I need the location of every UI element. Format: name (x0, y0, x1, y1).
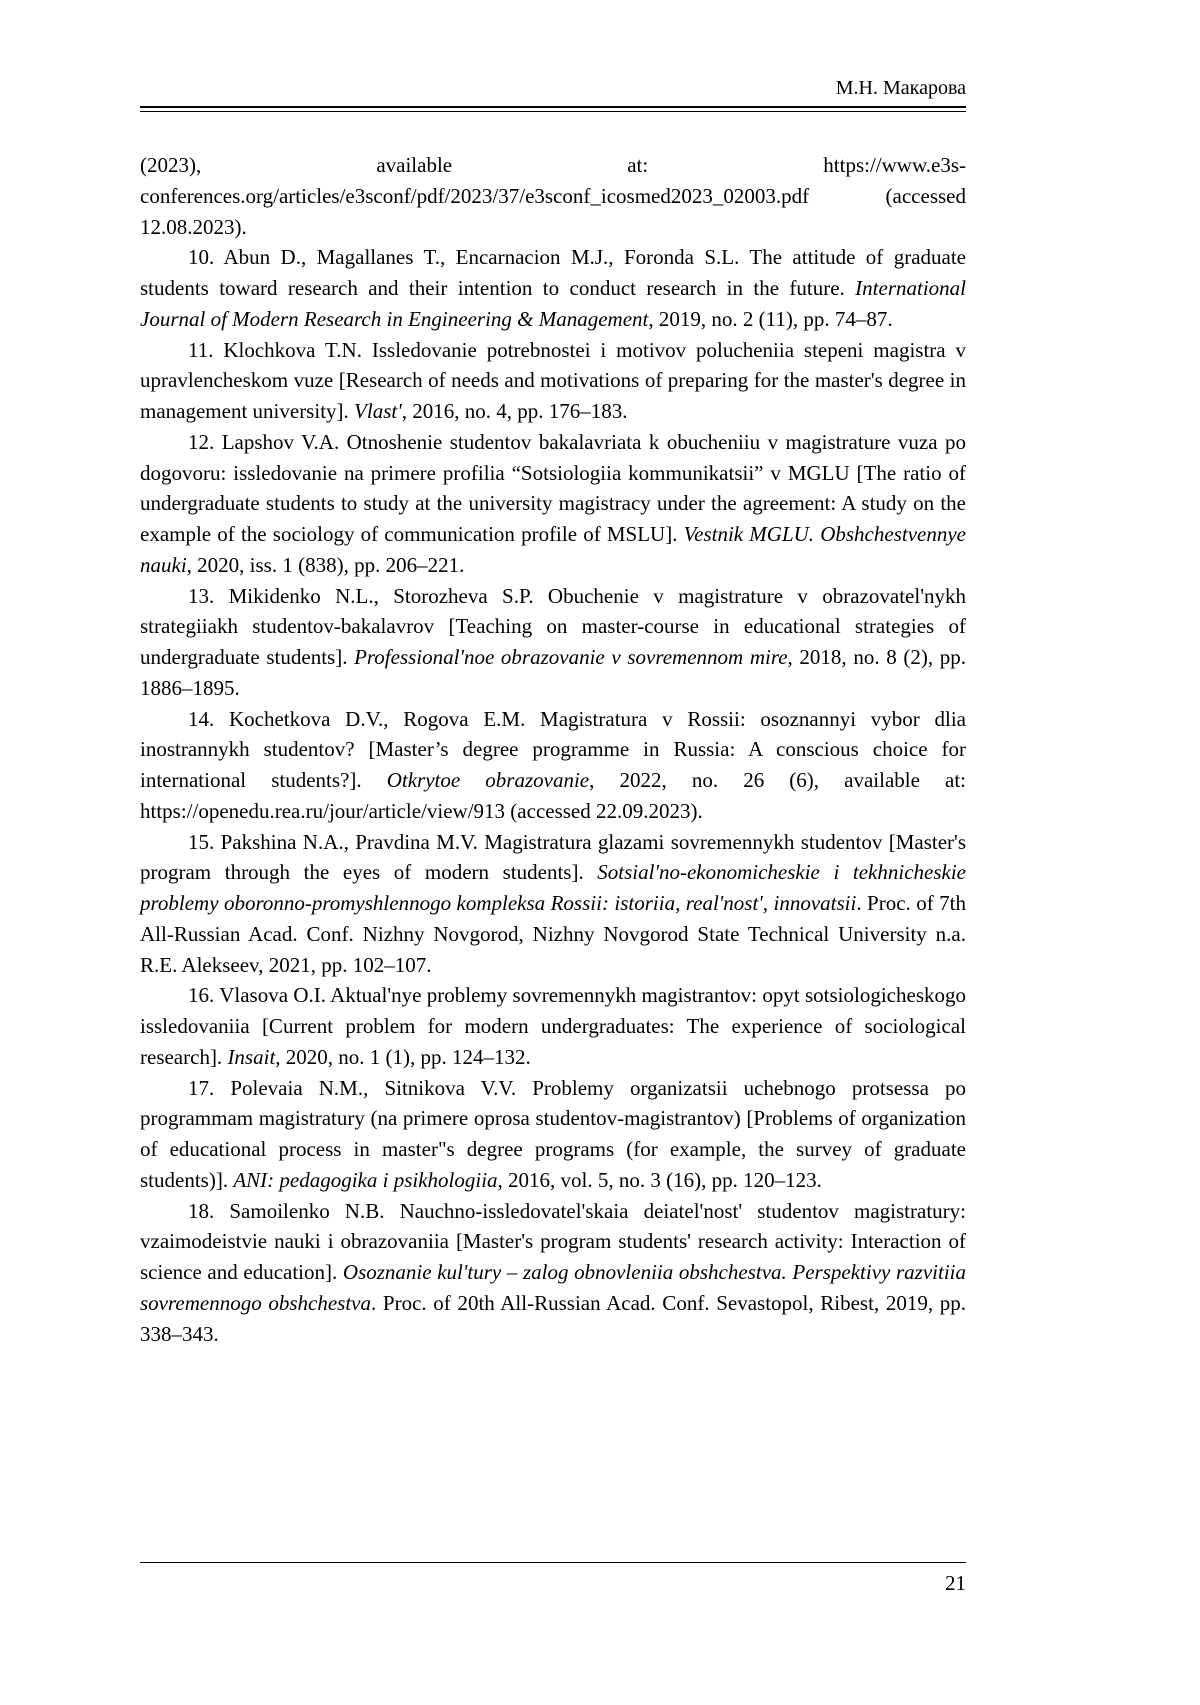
reference-item (140, 1196, 966, 1350)
reference-source-title: Insait (227, 1044, 276, 1069)
reference-source-title: Vestnik MGLU. Obshchestvennye nauki (140, 522, 966, 577)
reference-item (140, 980, 966, 1072)
reference-text: 10. Abun D., Magallanes T., Encarnacion M.J., Foronda S.L. The attitude of graduate students toward research and their intention to conduct research in the future. (140, 245, 966, 300)
reference-text: 12. Lapshov V.A. Otnoshenie studentov bakalavriata k obucheniiu v magistrature vuza po dogovoru: issledovanie na primere profilia “Sotsiologiia kommunikatsii” v MGLU [The ratio of undergraduate students to study at the university magistracy under the agreement: A study on the example of the sociology of communication profile of MSLU]. (140, 429, 966, 546)
reference-text: 18. Samoilenko N.B. Nauchno-issledovatel'skaia deiatel'nost' studentov magistratury: vzaimodeistvie nauki i obrazovaniia [Master's program students' research activity: Interaction of science and education]. (140, 1198, 966, 1284)
reference-text: , 2022, no. 26 (6), available at: https://openedu.rea.ru/jour/article/view/913 (accessed 22.09.2023). (140, 768, 967, 823)
reference-item (140, 150, 966, 242)
reference-text: , 2016, vol. 5, no. 3 (16), pp. 120–123. (497, 1167, 822, 1192)
reference-text: 14. Kochetkova D.V., Rogova E.M. Magistratura v Rossii: osoznannyi vybor dlia inostrannykh studentov? [Master’s degree programme in Russia: A conscious choice for international students?]. (140, 706, 966, 792)
page-number: 21 (945, 1571, 966, 1595)
reference-source-title: Professional'noe obrazovanie v sovremennom mire (354, 645, 788, 669)
reference-text: . Proc. of 7th All-Russian Acad. Conf. Nizhny Novgorod, Nizhny Novgorod State Technical University n.a. R.E. Alekseev, 2021, pp. 102–107. (140, 891, 966, 977)
reference-source-title: Vlast' (354, 399, 402, 423)
page-content (140, 76, 966, 1349)
reference-source-title: Otkrytoe obrazovanie (386, 768, 590, 792)
reference-item (140, 704, 966, 827)
reference-text: 16. Vlasova O.I. Aktual'nye problemy sovremennykh magistrantov: opyt sotsiologicheskogo issledovaniia [Current problem for modern undergraduates: The experience of sociological research]. (140, 983, 966, 1069)
footer-rule (140, 1562, 966, 1563)
page-footer (140, 1562, 966, 1596)
reference-item (140, 242, 966, 334)
reference-item (140, 427, 966, 581)
references-list (140, 150, 966, 1349)
reference-source-title: ANI: pedagogika i psikhologiia (233, 1167, 498, 1192)
reference-text: . Proc. of 20th All-Russian Acad. Conf. Sevastopol, Ribest, 2019, pp. 338–343. (140, 1290, 966, 1346)
reference-item (140, 827, 966, 981)
reference-text: , 2018, no. 8 (2), pp. 1886–1895. (140, 645, 966, 700)
reference-text: 17. Polevaia N.M., Sitnikova V.V. Problemy organizatsii uchebnogo protsessa po programmam magistratury (na primere oprosa studentov-magistrantov) [Problems of organization of educational process in master"s degree programs (for example, the survey of graduate students)]. (140, 1075, 966, 1192)
header-rule (140, 106, 966, 112)
reference-text: , 2020, iss. 1 (838), pp. 206–221. (186, 552, 465, 577)
running-head-author: М.Н. Макарова (835, 77, 966, 99)
reference-source-title: Sotsial'no-ekonomicheskie i tekhnicheskie problemy oboronno-promyshlennogo kompleksa Rossii: istoriia, real'nost', innovatsii (140, 860, 966, 915)
reference-text: , 2016, no. 4, pp. 176–183. (401, 399, 628, 423)
reference-text: 13. Mikidenko N.L., Storozheva S.P. Obuchenie v magistrature v obrazovatel'nykh strategiiakh studentov-bakalavrov [Teaching on master-course in educational strategies of undergraduate students]. (140, 583, 966, 669)
reference-text: 15. Pakshina N.A., Pravdina M.V. Magistratura glazami sovremennykh studentov [Master's program through the eyes of modern students]. (140, 829, 966, 885)
reference-source-title: International Journal of Modern Research in Engineering & Management (140, 276, 966, 331)
reference-item (140, 1073, 966, 1196)
reference-text: 11. Klochkova T.N. Issledovanie potrebnostei i motivov polucheniia stepeni magistra v upravlencheskom vuze [Research of needs and motivations of preparing for the master's degree in management university]. (140, 337, 966, 423)
reference-item (140, 581, 966, 704)
reference-text: , 2019, no. 2 (11), pp. 74–87. (648, 306, 893, 331)
reference-source-title: Osoznanie kul'tury – zalog obnovleniia obshchestva. Perspektivy razvitiia sovremennogo obshchestva (140, 1260, 966, 1315)
reference-text: , 2020, no. 1 (1), pp. 124–132. (275, 1044, 531, 1069)
reference-text: (2023), available at: https://www.e3s-conferences.org/articles/e3sconf/pdf/2023/37/e3sconf_icosmed2023_02003.pdf (accessed 12.08.2023). (140, 153, 966, 239)
reference-item (140, 335, 966, 427)
